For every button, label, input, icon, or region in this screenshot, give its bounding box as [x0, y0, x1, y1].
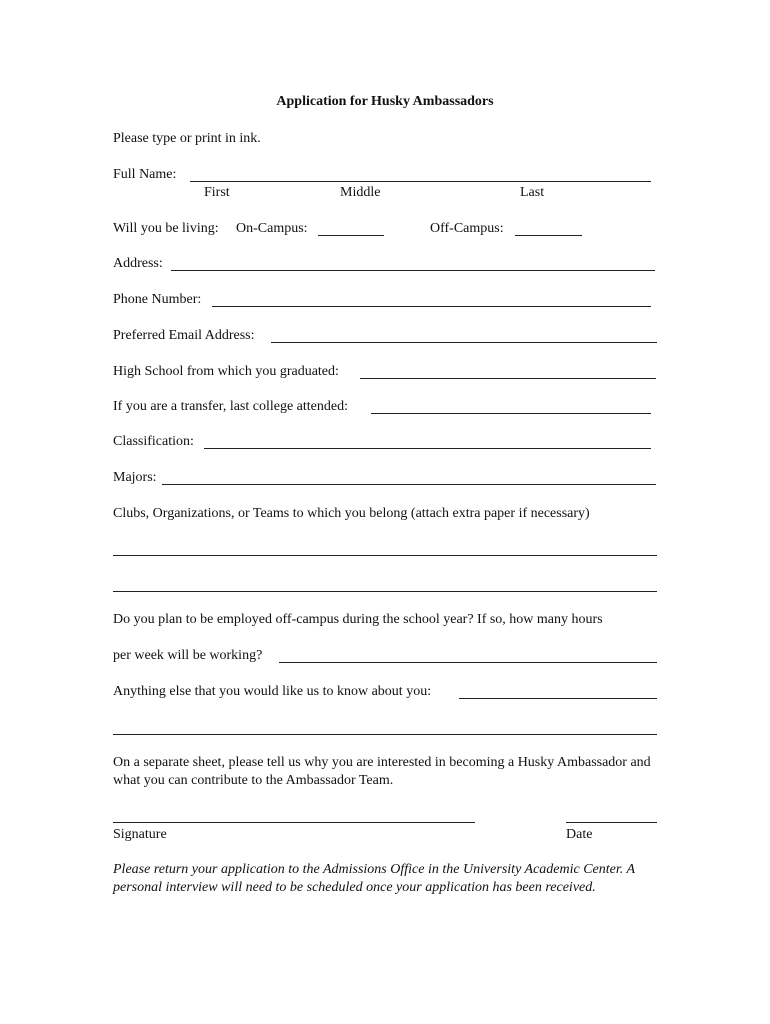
- email-label: Preferred Email Address:: [113, 328, 255, 343]
- phone-field[interactable]: [212, 306, 651, 307]
- address-label: Address:: [113, 256, 163, 271]
- clubs-field-line-1[interactable]: [113, 555, 657, 556]
- email-field[interactable]: [271, 342, 657, 343]
- anything-else-field-line-1[interactable]: [459, 698, 657, 699]
- instruction-text: Please type or print in ink.: [113, 131, 261, 146]
- form-title: Application for Husky Ambassadors: [276, 94, 494, 109]
- transfer-field[interactable]: [371, 413, 651, 414]
- employment-question: Do you plan to be employed off-campus during the school year? If so, how many hours: [113, 612, 603, 627]
- off-campus-label: Off-Campus:: [430, 221, 504, 236]
- transfer-label: If you are a transfer, last college attended:: [113, 399, 348, 414]
- high-school-field[interactable]: [360, 378, 656, 379]
- full-name-label: Full Name:: [113, 167, 177, 182]
- on-campus-label: On-Campus:: [236, 221, 308, 236]
- anything-else-label: Anything else that you would like us to know about you:: [113, 684, 432, 699]
- signature-field[interactable]: [113, 822, 475, 823]
- return-instructions: Please return your application to the Admissions Office in the University Academic Center. A personal interview will need to be scheduled once your application has been received.: [113, 862, 635, 895]
- full-name-field[interactable]: [190, 181, 651, 182]
- off-campus-field[interactable]: [515, 235, 582, 236]
- living-label: Will you be living:: [113, 221, 219, 236]
- date-label: Date: [566, 827, 593, 842]
- employment-hours-label: per week will be working?: [113, 648, 263, 663]
- clubs-label: Clubs, Organizations, or Teams to which you belong (attach extra paper if necessary): [113, 506, 590, 521]
- anything-else-field-line-2[interactable]: [113, 734, 657, 735]
- signature-label: Signature: [113, 827, 167, 842]
- full-name-first-label: First: [204, 185, 230, 200]
- on-campus-field[interactable]: [318, 235, 384, 236]
- full-name-last-label: Last: [520, 185, 545, 200]
- employment-hours-field[interactable]: [279, 662, 657, 663]
- date-field[interactable]: [566, 822, 657, 823]
- phone-label: Phone Number:: [113, 292, 202, 307]
- high-school-label: High School from which you graduated:: [113, 364, 339, 379]
- classification-label: Classification:: [113, 434, 194, 449]
- classification-field[interactable]: [204, 448, 651, 449]
- address-field[interactable]: [171, 270, 655, 271]
- full-name-middle-label: Middle: [340, 185, 381, 200]
- separate-sheet-note: On a separate sheet, please tell us why you are interested in becoming a Husky Ambassador and what you can contribute to the Ambassador Team.: [113, 755, 651, 788]
- clubs-field-line-2[interactable]: [113, 591, 657, 592]
- majors-field[interactable]: [162, 484, 656, 485]
- majors-label: Majors:: [113, 470, 157, 485]
